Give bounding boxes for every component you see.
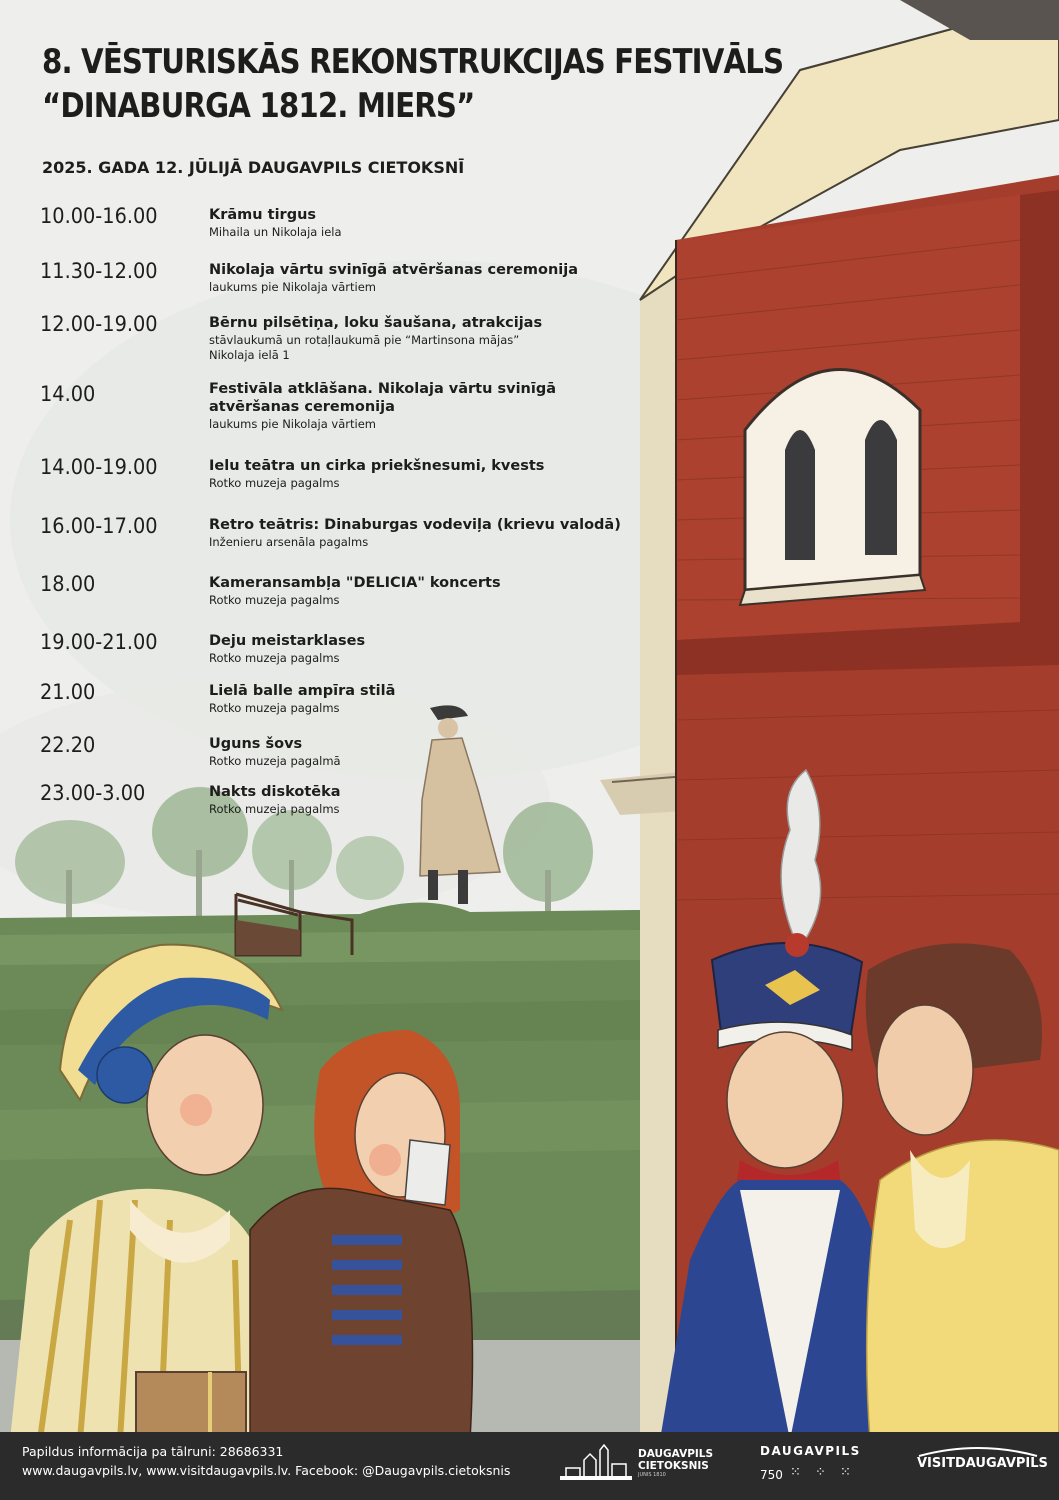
woman-right-figure (866, 943, 1059, 1440)
poster-title (42, 40, 783, 128)
event-time: 19.00-21.00 (40, 630, 158, 654)
event-title: Uguns šovs (209, 736, 303, 752)
event-title: Nikolaja vārtu svinīgā atvēršanas ceremonija (209, 262, 579, 278)
title-line-2: “DINABURGA 1812. MIERS” (42, 86, 475, 126)
city-name: DAUGAVPILS (760, 1444, 861, 1458)
event-location: Mihaila un Nikolaja iela (209, 225, 342, 239)
event-location: Rotko muzeja pagalmā (209, 754, 341, 768)
date-location-subtitle: 2025. GADA 12. JŪLIJĀ DAUGAVPILS CIETOKSNĪ (42, 158, 465, 177)
daugavpils-750-logo (760, 1444, 860, 1488)
event-location: stāvlaukumā un rotaļlaukumā pie “Martinsona mājas” (209, 333, 520, 347)
event-time: 11.30-12.00 (40, 259, 158, 283)
footer-bar (0, 1432, 1059, 1500)
event-title: Ielu teātra un cirka priekšnesumi, kvests (209, 458, 545, 474)
event-time: 14.00-19.00 (40, 455, 158, 479)
event-location: laukums pie Nikolaja vārtiem (209, 280, 376, 294)
event-title: Retro teātris: Dinaburgas vodeviļa (krievu valodā) (209, 517, 621, 533)
event-title: Nakts diskotēka (209, 784, 341, 800)
event-location: Rotko muzeja pagalms (209, 476, 340, 490)
event-location: Rotko muzeja pagalms (209, 701, 340, 715)
event-time: 22.20 (40, 733, 96, 757)
event-time: 14.00 (40, 382, 96, 406)
event-title: Bērnu pilsētiņa, loku šaušana, atrakcijas (209, 315, 543, 331)
event-time: 23.00-3.00 (40, 781, 146, 805)
fortress-logo (560, 1444, 714, 1488)
event-location: Rotko muzeja pagalms (209, 593, 340, 607)
contact-info (22, 1442, 510, 1480)
event-location: Rotko muzeja pagalms (209, 651, 340, 665)
logo-arc-icon (915, 1444, 1041, 1458)
event-time: 12.00-19.00 (40, 312, 158, 336)
fortress-logo-line-1: DAUGAVPILS (638, 1448, 714, 1460)
logo-pattern-icon: ⁙ ⁘ ⁙ (790, 1465, 856, 1480)
title-line-1: 8. VĒSTURISKĀS REKONSTRUKCIJAS FESTIVĀLS (42, 42, 784, 82)
visit-daugavpils-logo (917, 1456, 1048, 1471)
event-title: Deju meistarklases (209, 633, 366, 649)
event-title: Krāmu tirgus (209, 207, 317, 223)
web-links[interactable]: www.daugavpils.lv, www.visitdaugavpils.lv. Facebook: @Daugavpils.cietoksnis (22, 1463, 511, 1478)
event-title: Kameransambļa "DELICIA" koncerts (209, 575, 501, 591)
fortress-logo-small: JUNIS 1810 (638, 1472, 666, 1478)
event-title: Festivāla atklāšana. Nikolaja vārtu svinīgā atvēršanas ceremonija (209, 381, 556, 415)
event-title: Lielā balle ampīra stilā (209, 683, 396, 699)
event-time: 16.00-17.00 (40, 514, 158, 538)
event-time: 10.00-16.00 (40, 204, 158, 228)
event-location-line-2: Nikolaja ielā 1 (209, 348, 290, 362)
event-location: laukums pie Nikolaja vārtiem (209, 417, 376, 431)
event-location: Rotko muzeja pagalms (209, 802, 340, 816)
event-time: 21.00 (40, 680, 96, 704)
event-time: 18.00 (40, 572, 96, 596)
anniversary-years: 750 (760, 1468, 783, 1482)
phone-info: Papildus informācija pa tālruni: 28686331 (22, 1444, 284, 1459)
event-location: Inženieru arsenāla pagalms (209, 535, 369, 549)
fortress-skyline-icon (560, 1444, 632, 1484)
visit-daugavpils-text: VISITDAUGAVPILS (917, 1456, 1048, 1471)
fortress-logo-line-2: CIETOKSNIS (638, 1460, 709, 1472)
